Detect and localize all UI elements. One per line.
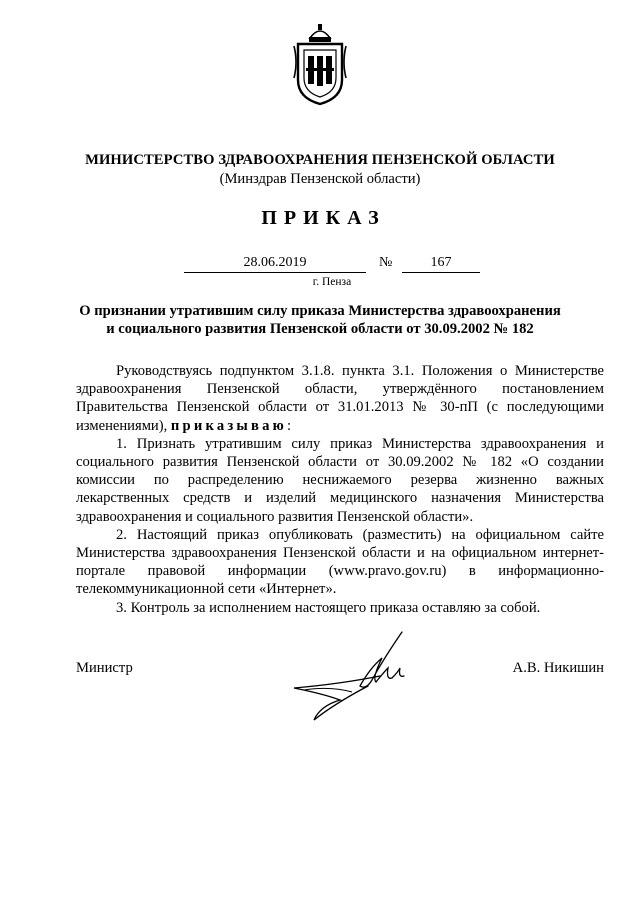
document-type-title: ПРИКАЗ	[261, 207, 386, 229]
item-2-paragraph: 2. Настоящий приказ опубликовать (разместить) на официальном сайте Министерства здравоохранения Пензенской области и на официальном интернет-портале правовой информации (www.pravo.gov.ru) в информационно-телекоммуникационной сети «Интернет».	[76, 526, 604, 598]
signer-role: Министр	[76, 660, 133, 676]
ministry-name: МИНИСТЕРСТВО ЗДРАВООХРАНЕНИЯ ПЕНЗЕНСКОЙ ОБЛАСТИ	[85, 152, 555, 168]
item-1-paragraph: 1. Признать утратившим силу приказ Министерства здравоохранения и социального развития Пензенской области от 30.09.2002 № 182 «О создании комиссии по распределению неснижаемого резерва жизненно важных лекарственных средств и изделий медицинского назначения Министерства здравоохранения и социального развития Пензенской области».	[76, 435, 604, 525]
order-colon: :	[286, 417, 291, 434]
document-subject	[60, 302, 580, 338]
coat-of-arms-emblem	[292, 22, 348, 106]
signer-name: А.В. Никишин	[512, 660, 604, 676]
document-date: 28.06.2019	[184, 255, 366, 273]
subject-line-1: О признании утратившим силу приказа Министерства здравоохранения	[79, 303, 561, 319]
preamble-paragraph	[76, 362, 604, 435]
subject-line-2: и социального развития Пензенской области от 30.09.2002 № 182	[106, 321, 534, 337]
order-word: приказываю	[170, 417, 287, 434]
document-body	[76, 362, 604, 617]
document-city: г. Пенза	[312, 276, 352, 288]
preamble-text: Руководствуясь подпунктом 3.1.8. пункта 3.1. Положения о Министерстве здравоохранения Пензенской области, утверждённого постановлением Правительства Пензенской области от 31.01.2013 № 30-пП (с последующими изменениями),	[76, 363, 604, 434]
item-3-paragraph: 3. Контроль за исполнением настоящего приказа оставляю за собой.	[116, 599, 541, 616]
number-sign: №	[379, 255, 393, 270]
ministry-short-name: (Минздрав Пензенской области)	[219, 171, 421, 187]
document-number: 167	[402, 255, 480, 273]
handwritten-signature	[280, 628, 420, 724]
